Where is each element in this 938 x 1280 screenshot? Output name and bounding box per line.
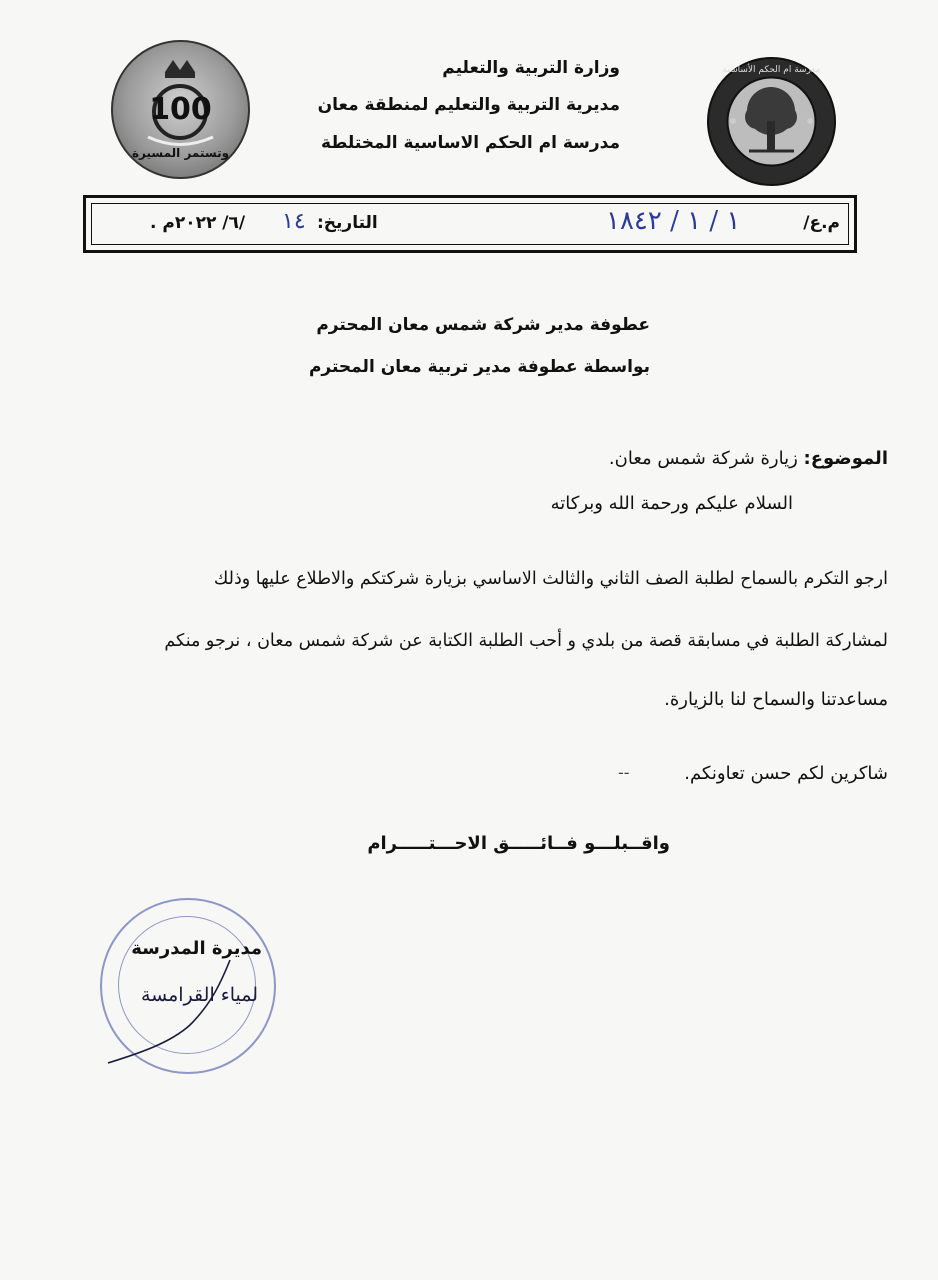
closing-line: واقــبلـــو فــائـــــق الاحـــتـــــرام — [367, 833, 670, 854]
school-name: مدرسة ام الحكم الاساسية المختلطة — [321, 133, 620, 153]
tree-icon — [709, 59, 834, 184]
date-day-handwritten: ١٤ — [282, 209, 306, 234]
ministry-name: وزارة التربية والتعليم — [442, 58, 620, 78]
thanks-line: شاكرين لكم حسن تعاونكم. — [684, 763, 888, 784]
subject-text: زيارة شركة شمس معان. — [608, 448, 804, 469]
reference-number-handwritten: ١ / ١ / ١٨٤٢ — [606, 206, 741, 236]
addressee-line-1: عطوفة مدير شركة شمس معان المحترم — [316, 315, 650, 335]
signature-title: مديرة المدرسة — [131, 938, 262, 959]
body-line-3: مساعدتنا والسماح لنا بالزيارة. — [664, 689, 888, 710]
subject-line — [609, 448, 888, 469]
directorate-name: مديرية التربية والتعليم لمنطقة معان — [317, 95, 620, 115]
centennial-logo — [111, 40, 250, 179]
centennial-number: 100 — [149, 92, 212, 127]
thanks-dash: -- — [618, 763, 630, 782]
signature-name: لمياء القرامسة — [140, 984, 258, 1006]
date-rest: /٦/ ٢٠٢٢م . — [150, 213, 246, 233]
signature-scribble-icon — [100, 955, 240, 1065]
centennial-caption: وتستمر المسيرة — [131, 146, 230, 160]
date-label: التاريخ: — [317, 213, 378, 233]
body-line-1: ارجو التكرم بالسماح لطلبة الصف الثاني والثالث الاساسي بزيارة شركتكم والاطلاع عليها وذلك — [213, 569, 888, 589]
greeting: السلام عليكم ورحمة الله وبركاته — [550, 493, 793, 514]
school-seal-logo — [707, 57, 836, 186]
seal-ring-text: مدرسة ام الحكم الأساسية — [722, 65, 821, 75]
reference-prefix: م.ع/ — [803, 213, 840, 233]
body-line-2: لمشاركة الطلبة في مسابقة قصة من بلدي و أحب الطلبة الكتابة عن شركة شمس معان ، نرجو منكم — [164, 631, 888, 651]
addressee-line-2: بواسطة عطوفة مدير تربية معان المحترم — [308, 357, 650, 377]
subject-label: الموضوع: — [803, 448, 888, 469]
